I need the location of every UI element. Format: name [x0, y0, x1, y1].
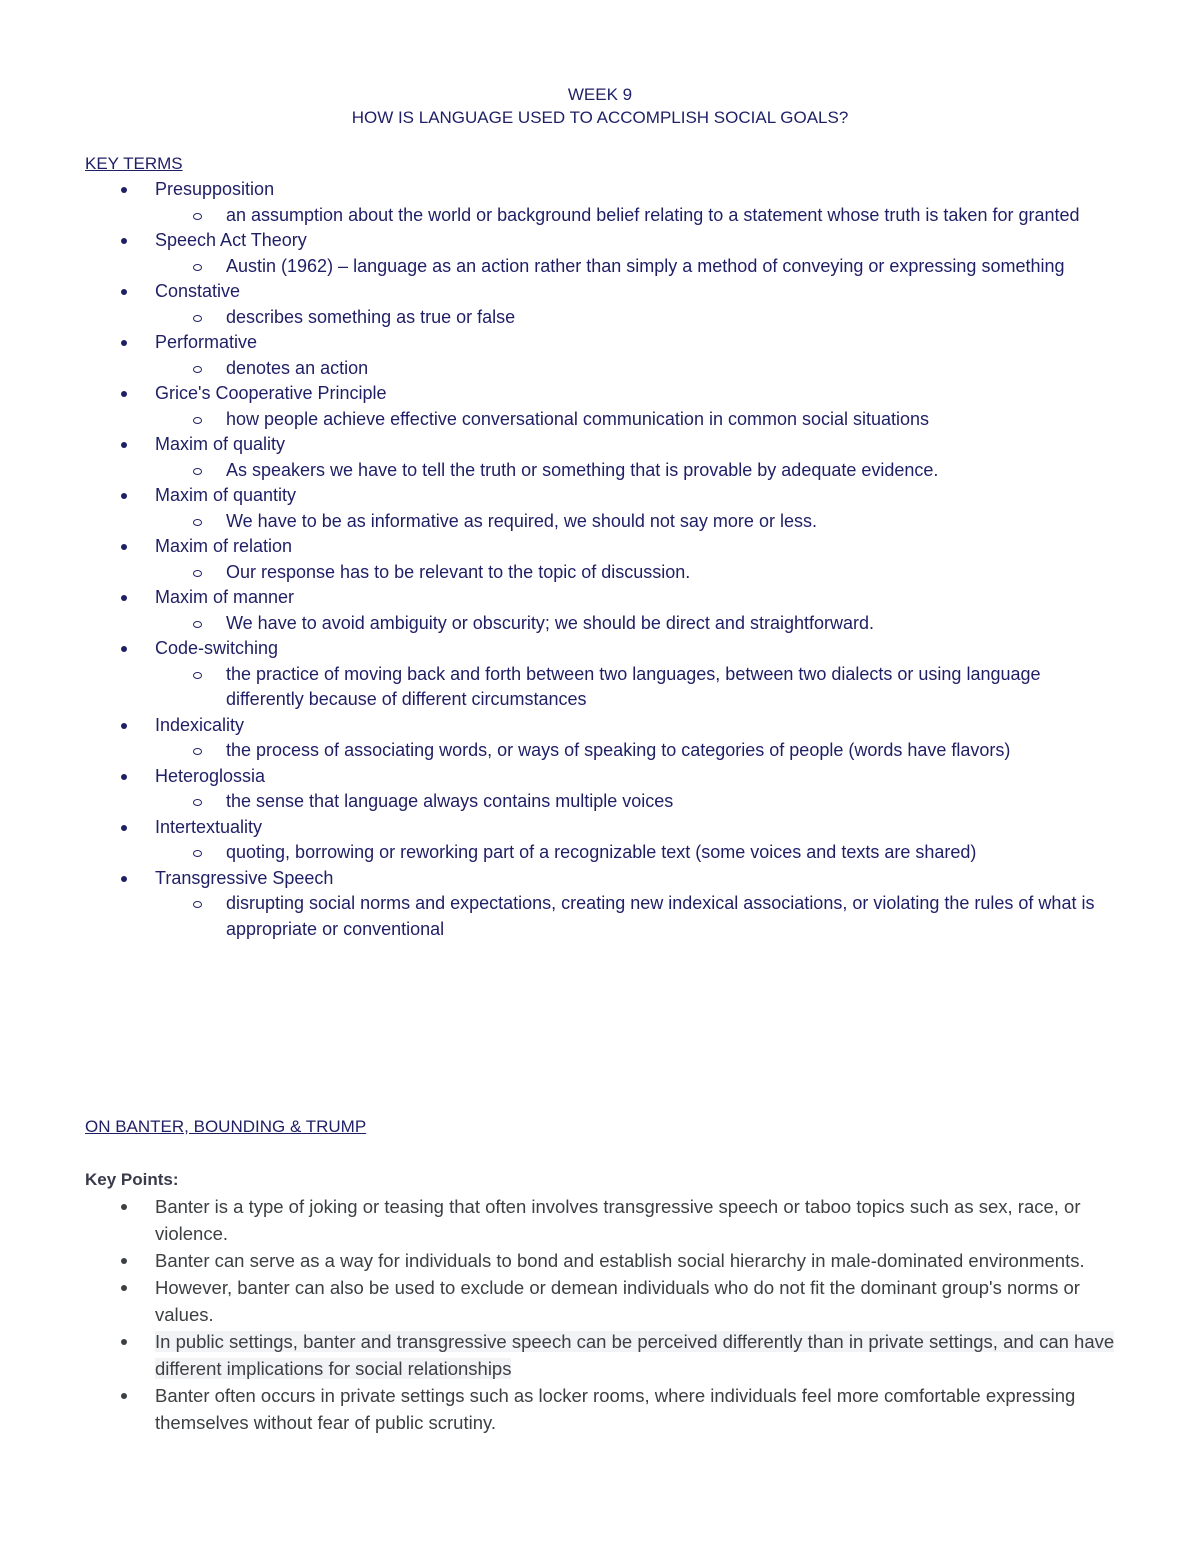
term-label: Heteroglossia [155, 765, 266, 786]
term-definition: disrupting social norms and expectations, creating new indexical associations, or violating the rules of what is appropriate or conventional [226, 893, 1095, 939]
banter-section-heading: ON BANTER, BOUNDING & TRUMP [85, 1117, 367, 1136]
key-point-item [0, 1274, 1200, 1328]
term-definition: Our response has to be relevant to the topic of discussion. [226, 561, 691, 582]
term-item [0, 483, 1200, 534]
bullet-icon [121, 595, 127, 601]
term-label: Speech Act Theory [155, 230, 307, 250]
term-definition: the practice of moving back and forth between two languages, between two dialects or using language differently because of different circumstances [226, 663, 1041, 709]
bullet-icon [121, 442, 127, 448]
key-point-item [0, 1328, 1200, 1382]
sub-bullet-icon [193, 672, 202, 679]
term-definition: denotes an action [226, 357, 369, 378]
term-item [0, 866, 1200, 943]
term-definition: an assumption about the world or background belief relating to a statement whose truth is taken for granted [226, 204, 1080, 225]
term-item [0, 815, 1200, 866]
term-label: Maxim of manner [155, 587, 295, 607]
bullet-icon [121, 1285, 127, 1291]
sub-bullet-icon [193, 366, 202, 373]
term-item [0, 330, 1200, 381]
page-title: HOW IS LANGUAGE USED TO ACCOMPLISH SOCIAL GOALS? [351, 108, 849, 127]
bullet-icon [121, 238, 127, 244]
term-label: Constative [155, 281, 241, 301]
sub-bullet-icon [193, 570, 202, 577]
key-point-item [0, 1193, 1200, 1247]
sub-bullet-icon [193, 850, 202, 857]
key-point-text: In public settings, banter and transgressive speech can be perceived differently than in private settings, and can have different implications for social relationships [155, 1331, 1115, 1379]
term-item [0, 713, 1200, 764]
key-point-text: Banter often occurs in private settings such as locker rooms, where individuals feel more comfortable expressing themselves without fear of public scrutiny. [155, 1385, 1076, 1433]
term-item [0, 585, 1200, 636]
bullet-icon [121, 1204, 127, 1210]
term-item [0, 636, 1200, 713]
key-points-list [0, 1193, 1200, 1436]
sub-bullet-icon [193, 519, 202, 526]
term-definition: quoting, borrowing or reworking part of a recognizable text (some voices and texts are shared) [226, 842, 977, 862]
week-title: WEEK 9 [567, 85, 633, 104]
bullet-icon [121, 876, 127, 882]
term-item [0, 279, 1200, 330]
sub-bullet-icon [193, 621, 202, 628]
sub-bullet-icon [193, 417, 202, 424]
term-definition: how people achieve effective conversational communication in common social situations [226, 408, 930, 429]
term-item [0, 228, 1200, 279]
term-item [0, 764, 1200, 815]
term-label: Maxim of quality [155, 434, 286, 454]
sub-bullet-icon [193, 799, 202, 806]
sub-bullet-icon [193, 264, 202, 271]
bullet-icon [121, 774, 127, 780]
term-label: Code-switching [155, 638, 279, 658]
bullet-icon [121, 1339, 127, 1345]
bullet-icon [121, 187, 127, 193]
term-definition: the sense that language always contains multiple voices [226, 791, 674, 811]
bullet-icon [121, 391, 127, 397]
term-item [0, 177, 1200, 228]
term-label: Transgressive Speech [155, 867, 334, 888]
term-definition: Austin (1962) – language as an action rather than simply a method of conveying or expressing something [226, 255, 1065, 276]
key-point-item [0, 1247, 1200, 1274]
key-terms-list [0, 177, 1200, 942]
term-label: Grice's Cooperative Principle [155, 383, 387, 403]
bullet-icon [121, 289, 127, 295]
key-point-text: Banter is a type of joking or teasing that often involves transgressive speech or taboo topics such as sex, race, or violence. [155, 1196, 1081, 1244]
term-definition: We have to avoid ambiguity or obscurity; we should be direct and straightforward. [226, 612, 874, 633]
key-point-text: Banter can serve as a way for individuals to bond and establish social hierarchy in male-dominated environments. [155, 1250, 1085, 1271]
sub-bullet-icon [193, 468, 202, 475]
sub-bullet-icon [193, 901, 202, 908]
key-points-label: Key Points: [85, 1170, 179, 1189]
term-label: Maxim of relation [155, 536, 293, 556]
term-definition: As speakers we have to tell the truth or something that is provable by adequate evidence. [226, 459, 939, 480]
term-definition: the process of associating words, or ways of speaking to categories of people (words have flavors) [226, 740, 1011, 760]
term-definition: describes something as true or false [226, 306, 516, 327]
bullet-icon [121, 1258, 127, 1264]
bullet-icon [121, 723, 127, 729]
key-terms-heading: KEY TERMS [85, 154, 183, 173]
bullet-icon [121, 1393, 127, 1399]
term-item [0, 534, 1200, 585]
term-label: Performative [155, 332, 258, 352]
key-point-text: However, banter can also be used to exclude or demean individuals who do not fit the dominant group's norms or values. [155, 1277, 1080, 1325]
sub-bullet-icon [193, 315, 202, 322]
term-label: Indexicality [155, 714, 245, 735]
sub-bullet-icon [193, 213, 202, 220]
bullet-icon [121, 825, 127, 831]
bullet-icon [121, 493, 127, 499]
term-definition: We have to be as informative as required, we should not say more or less. [226, 510, 817, 531]
term-label: Maxim of quantity [155, 485, 297, 505]
key-point-item [0, 1382, 1200, 1436]
term-item [0, 381, 1200, 432]
bullet-icon [121, 646, 127, 652]
bullet-icon [121, 544, 127, 550]
bullet-icon [121, 340, 127, 346]
term-item [0, 432, 1200, 483]
term-label: Presupposition [155, 179, 275, 199]
sub-bullet-icon [193, 748, 202, 755]
term-label: Intertextuality [155, 816, 263, 837]
